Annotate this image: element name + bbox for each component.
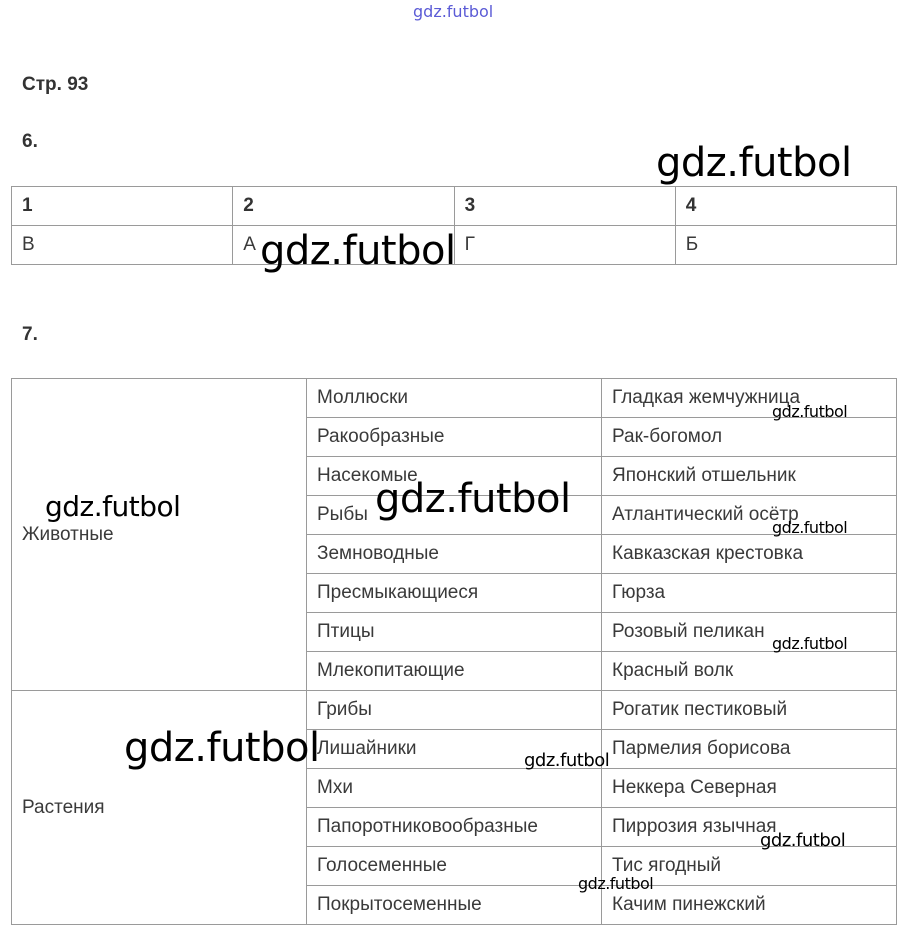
watermark: gdz.futbol [124,725,320,771]
class-cell: Насекомые [307,457,602,496]
class-cell: Рыбы [307,496,602,535]
class-cell: Птицы [307,613,602,652]
species-cell: Тис ягодный [602,847,897,886]
species-cell: Кавказская крестовка [602,535,897,574]
task-7-number: 7. [22,324,38,345]
group-cell-animals: Животные [12,379,307,691]
class-cell: Пресмыкающиеся [307,574,602,613]
species-cell: Гладкая жемчужница [602,379,897,418]
table-header-cell: 3 [454,187,675,226]
watermark: gdz.futbol [524,750,610,771]
table-header-cell: 1 [12,187,233,226]
answer-cell: В [12,226,233,265]
class-cell: Земноводные [307,535,602,574]
answer-cell: Г [454,226,675,265]
table-row [12,379,897,418]
group-cell-plants: Растения [12,691,307,925]
watermark: gdz.futbol [578,874,654,893]
species-cell: Гюрза [602,574,897,613]
class-cell: Ракообразные [307,418,602,457]
class-cell: Папоротниковообразные [307,808,602,847]
species-cell: Пиррозия язычная [602,808,897,847]
class-cell: Млекопитающие [307,652,602,691]
species-cell: Качим пинежский [602,886,897,925]
species-cell: Пармелия борисова [602,730,897,769]
watermark: gdz.futbol [375,476,571,522]
species-cell: Неккера Северная [602,769,897,808]
class-cell: Мхи [307,769,602,808]
class-cell: Моллюски [307,379,602,418]
class-cell: Голосеменные [307,847,602,886]
class-cell: Покрытосеменные [307,886,602,925]
class-cell: Грибы [307,691,602,730]
species-cell: Красный волк [602,652,897,691]
page-title: Стр. 93 [22,74,89,95]
species-cell: Японский отшельник [602,457,897,496]
watermark: gdz.futbol [772,518,848,537]
top-watermark: gdz.futbol [413,2,494,21]
answer-cell: Б [675,226,896,265]
watermark: gdz.futbol [772,634,848,653]
watermark: gdz.futbol [760,830,846,851]
watermark: gdz.futbol [45,490,181,523]
species-cell: Розовый пеликан [602,613,897,652]
class-cell: Лишайники [307,730,602,769]
watermark: gdz.futbol [260,228,456,274]
table-header-cell: 2 [233,187,454,226]
table-row [12,691,897,730]
watermark: gdz.futbol [656,140,852,186]
species-cell: Рогатик пестиковый [602,691,897,730]
task-6-number: 6. [22,131,38,152]
species-cell: Рак-богомол [602,418,897,457]
table-header-cell: 4 [675,187,896,226]
species-cell: Атлантический осётр [602,496,897,535]
watermark: gdz.futbol [772,402,848,421]
table-header-row [12,187,897,226]
answer-cell: А [233,226,454,265]
